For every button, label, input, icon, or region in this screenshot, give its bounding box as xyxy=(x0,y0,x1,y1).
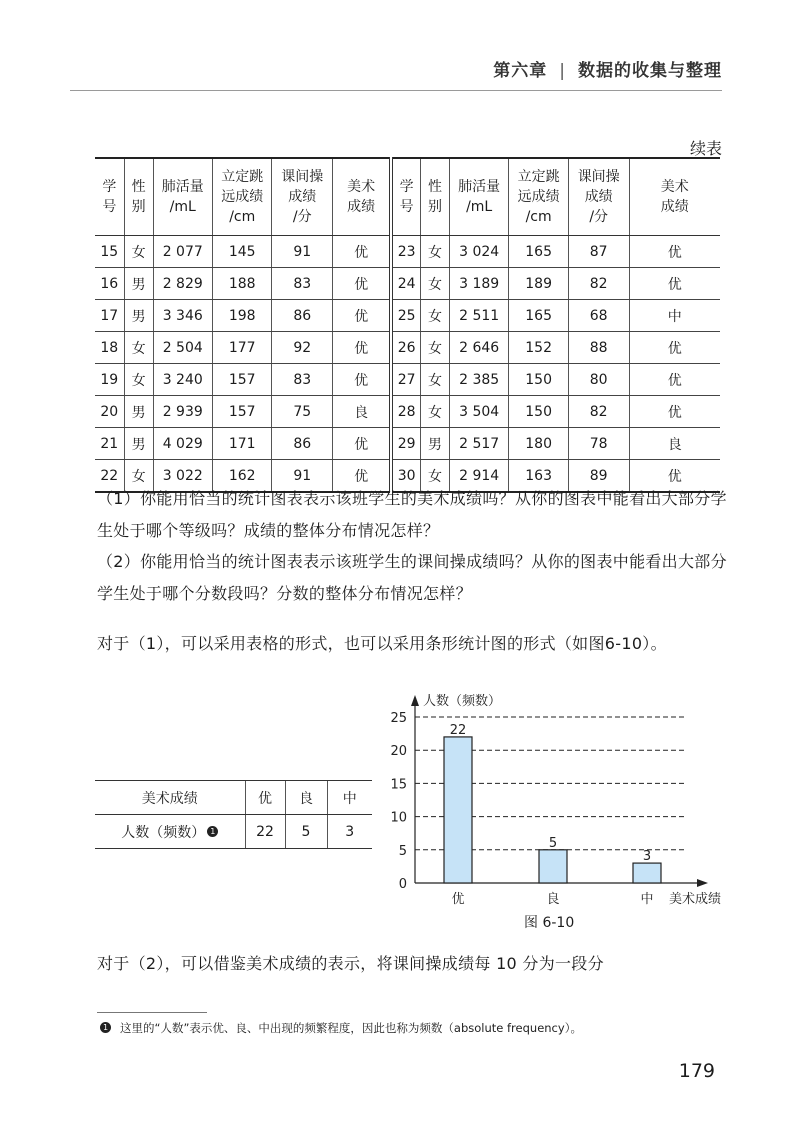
y-tick-label: 10 xyxy=(390,810,407,826)
table-cell: 2 511 xyxy=(449,300,508,332)
table-cell: 女 xyxy=(124,236,153,268)
column-header xyxy=(95,158,124,236)
table-cell: 男 xyxy=(124,300,153,332)
table-cell: 优 xyxy=(629,364,720,396)
table-cell: 男 xyxy=(124,396,153,428)
table-row xyxy=(95,236,720,268)
table-cell: 18 xyxy=(95,332,124,364)
y-axis-arrow xyxy=(411,695,419,706)
table-cell: 优 xyxy=(333,364,392,396)
art-table-header-row xyxy=(95,781,372,815)
table-cell: 15 xyxy=(95,236,124,268)
table-cell: 189 xyxy=(509,268,568,300)
table-cell: 17 xyxy=(95,300,124,332)
table-cell: 中 xyxy=(629,300,720,332)
grade-liang: 良 xyxy=(285,781,327,815)
x-category-label: 良 xyxy=(546,892,560,905)
column-header-line: 学 xyxy=(102,179,117,195)
answer-intro: 对于（1），可以采用表格的形式，也可以采用条形统计图的形式（如图6-10）。 xyxy=(97,634,667,653)
table-cell: 188 xyxy=(212,268,271,300)
table-cell: 150 xyxy=(509,364,568,396)
table-cell: 91 xyxy=(272,236,333,268)
count-row-label: 人数（频数） xyxy=(121,824,206,841)
table-cell: 88 xyxy=(568,332,629,364)
table-cell: 3 024 xyxy=(449,236,508,268)
table-cell: 23 xyxy=(391,236,420,268)
column-header-line: 学 xyxy=(399,179,414,195)
column-header-line: /mL xyxy=(169,199,196,215)
column-header xyxy=(421,158,450,236)
bar-value-label: 5 xyxy=(548,835,558,851)
table-cell: 2 914 xyxy=(449,460,508,493)
table-cell: 2 077 xyxy=(153,236,212,268)
table-cell: 28 xyxy=(391,396,420,428)
question-1: （1）你能用恰当的统计图表表示该班学生的美术成绩吗？从你的图表中能看出大部分学生处于哪个等级吗？成绩的整体分布情况怎样？ xyxy=(97,489,727,540)
table-cell: 优 xyxy=(629,332,720,364)
column-header-line: 号 xyxy=(399,199,414,215)
table-cell: 30 xyxy=(391,460,420,493)
table-cell: 21 xyxy=(95,428,124,460)
column-header-line: 课间操 xyxy=(577,169,620,185)
column-header-line: 成绩 xyxy=(288,189,317,205)
table-cell: 22 xyxy=(95,460,124,493)
table-cell: 3 346 xyxy=(153,300,212,332)
table-cell: 177 xyxy=(212,332,271,364)
table-cell: 女 xyxy=(421,268,450,300)
table-cell: 女 xyxy=(421,396,450,428)
art-table-header-label: 美术成绩 xyxy=(95,781,245,815)
y-tick-label: 5 xyxy=(398,843,407,859)
table-row xyxy=(95,428,720,460)
art-score-bar-chart xyxy=(375,690,745,905)
y-tick-label: 15 xyxy=(390,777,407,793)
table-row xyxy=(95,364,720,396)
table-cell: 优 xyxy=(629,236,720,268)
footnote-text: 这里的“人数”表示优、良、中出现的频繁程度，因此也称为频数（absolute frequency）。 xyxy=(120,1021,582,1035)
column-header xyxy=(391,158,420,236)
table-cell: 82 xyxy=(568,396,629,428)
art-table-count-row xyxy=(95,815,372,849)
count-zhong: 3 xyxy=(327,815,372,849)
table-cell: 27 xyxy=(391,364,420,396)
table-cell: 78 xyxy=(568,428,629,460)
table-cell: 良 xyxy=(629,428,720,460)
footnote xyxy=(102,1020,582,1036)
table-cell: 女 xyxy=(421,236,450,268)
y-tick-label: 20 xyxy=(390,744,407,760)
table-cell: 150 xyxy=(509,396,568,428)
column-header xyxy=(568,158,629,236)
table-cell: 157 xyxy=(212,364,271,396)
table-cell: 20 xyxy=(95,396,124,428)
table-cell: 152 xyxy=(509,332,568,364)
table-row xyxy=(95,396,720,428)
table-cell: 80 xyxy=(568,364,629,396)
table-cell: 优 xyxy=(333,300,392,332)
bar xyxy=(444,737,472,883)
table-cell: 男 xyxy=(421,428,450,460)
table-cell: 2 385 xyxy=(449,364,508,396)
x-category-label: 中 xyxy=(640,892,654,905)
count-you: 22 xyxy=(245,815,285,849)
table-cell: 女 xyxy=(124,460,153,493)
column-header-line: 远成绩 xyxy=(221,189,264,205)
table-cell: 男 xyxy=(124,268,153,300)
table-cell: 男 xyxy=(124,428,153,460)
footnote-mark: 1 xyxy=(100,1022,111,1033)
table-cell: 2 504 xyxy=(153,332,212,364)
bar xyxy=(539,850,567,883)
column-header xyxy=(333,158,392,236)
table-cell: 优 xyxy=(629,460,720,493)
column-header-line: /分 xyxy=(589,209,609,225)
column-header-line: /cm xyxy=(229,209,256,225)
table-cell: 女 xyxy=(421,300,450,332)
table-cell: 良 xyxy=(333,396,392,428)
column-header-line: 肺活量 xyxy=(161,179,204,195)
table-cell: 2 646 xyxy=(449,332,508,364)
table-row xyxy=(95,268,720,300)
table-cell: 4 029 xyxy=(153,428,212,460)
table-cell: 优 xyxy=(333,460,392,493)
table-cell: 157 xyxy=(212,396,271,428)
table-cell: 86 xyxy=(272,300,333,332)
column-header xyxy=(449,158,508,236)
table-cell: 优 xyxy=(629,268,720,300)
table-cell: 91 xyxy=(272,460,333,493)
table-cell: 女 xyxy=(421,332,450,364)
continued-label: 续表 xyxy=(689,139,722,158)
table-cell: 优 xyxy=(333,236,392,268)
bar-value-label: 3 xyxy=(642,849,652,865)
column-header xyxy=(509,158,568,236)
x-axis-title: 美术成绩 xyxy=(669,892,722,905)
table-cell: 198 xyxy=(212,300,271,332)
bar-value-label: 22 xyxy=(449,722,467,738)
y-tick-label: 25 xyxy=(390,711,407,726)
table-cell: 25 xyxy=(391,300,420,332)
column-header xyxy=(629,158,720,236)
table-cell: 优 xyxy=(333,268,392,300)
table-cell: 171 xyxy=(212,428,271,460)
table-cell: 优 xyxy=(333,332,392,364)
table-cell: 163 xyxy=(509,460,568,493)
column-header-line: 性 xyxy=(131,179,146,195)
table-cell: 75 xyxy=(272,396,333,428)
chapter-label: 第六章 xyxy=(493,61,548,81)
column-header xyxy=(153,158,212,236)
y-tick-label: 0 xyxy=(398,877,407,892)
table-cell: 26 xyxy=(391,332,420,364)
chapter-title: 数据的收集与整理 xyxy=(578,61,722,81)
table-cell: 2 939 xyxy=(153,396,212,428)
question-2: （2）你能用恰当的统计图表表示该班学生的课间操成绩吗？从你的图表中能看出大部分学生处于哪个分数段吗？分数的整体分布情况怎样？ xyxy=(97,552,727,603)
answer-two: 对于（2），可以借鉴美术成绩的表示，将课间操成绩每 10 分为一段分 xyxy=(97,954,604,973)
table-cell: 86 xyxy=(272,428,333,460)
column-header-line: /分 xyxy=(292,209,312,225)
table-cell: 165 xyxy=(509,236,568,268)
table-row xyxy=(95,300,720,332)
table-cell: 82 xyxy=(568,268,629,300)
column-header-line: /mL xyxy=(466,199,493,215)
table-cell: 3 240 xyxy=(153,364,212,396)
table-cell: 83 xyxy=(272,364,333,396)
column-header-line: 别 xyxy=(427,199,442,215)
grade-zhong: 中 xyxy=(327,781,372,815)
student-data-table xyxy=(95,157,720,493)
table-cell: 68 xyxy=(568,300,629,332)
column-header xyxy=(272,158,333,236)
table-cell: 89 xyxy=(568,460,629,493)
table-cell: 女 xyxy=(421,460,450,493)
table-cell: 29 xyxy=(391,428,420,460)
column-header-line: 立定跳 xyxy=(517,169,560,185)
table-cell: 180 xyxy=(509,428,568,460)
column-header-line: 成绩 xyxy=(347,199,376,215)
table-cell: 83 xyxy=(272,268,333,300)
table-cell: 2 517 xyxy=(449,428,508,460)
table-cell: 3 022 xyxy=(153,460,212,493)
table-cell: 162 xyxy=(212,460,271,493)
column-header xyxy=(124,158,153,236)
table-cell: 145 xyxy=(212,236,271,268)
column-header-line: 成绩 xyxy=(584,189,613,205)
table-cell: 2 829 xyxy=(153,268,212,300)
footnote-marker[interactable]: 1 xyxy=(207,826,218,837)
art-score-frequency-table xyxy=(95,780,372,849)
table-cell: 24 xyxy=(391,268,420,300)
table-cell: 优 xyxy=(629,396,720,428)
table-cell: 16 xyxy=(95,268,124,300)
table-cell: 3 504 xyxy=(449,396,508,428)
column-header-line: 肺活量 xyxy=(458,179,501,195)
table-cell: 女 xyxy=(124,332,153,364)
bar xyxy=(633,863,661,883)
y-axis-title: 人数（频数） xyxy=(423,694,502,709)
header-separator: | xyxy=(559,61,566,81)
x-axis-arrow xyxy=(697,879,708,887)
table-cell: 87 xyxy=(568,236,629,268)
running-head xyxy=(493,56,722,81)
column-header-line: 立定跳 xyxy=(221,169,264,185)
column-header-line: /cm xyxy=(525,209,552,225)
footnote-rule xyxy=(97,1012,207,1013)
page-number: 179 xyxy=(678,1060,715,1082)
table-cell: 92 xyxy=(272,332,333,364)
x-category-label: 优 xyxy=(451,892,465,905)
column-header-line: 美术 xyxy=(660,179,689,195)
column-header-line: 课间操 xyxy=(281,169,324,185)
count-liang: 5 xyxy=(285,815,327,849)
column-header-line: 别 xyxy=(131,199,146,215)
table-cell: 女 xyxy=(421,364,450,396)
table-cell: 优 xyxy=(333,428,392,460)
count-row-label-cell xyxy=(95,815,245,849)
table-cell: 3 189 xyxy=(449,268,508,300)
table-cell: 19 xyxy=(95,364,124,396)
column-header-line: 远成绩 xyxy=(517,189,560,205)
header-rule xyxy=(70,90,722,91)
table-cell: 165 xyxy=(509,300,568,332)
column-header-line: 性 xyxy=(427,179,442,195)
grade-you: 优 xyxy=(245,781,285,815)
table-cell: 女 xyxy=(124,364,153,396)
table-row xyxy=(95,332,720,364)
figure-caption: 图 6-10 xyxy=(524,915,575,931)
column-header-line: 成绩 xyxy=(660,199,689,215)
column-header xyxy=(212,158,271,236)
column-header-line: 美术 xyxy=(347,179,376,195)
column-header-line: 号 xyxy=(102,199,117,215)
